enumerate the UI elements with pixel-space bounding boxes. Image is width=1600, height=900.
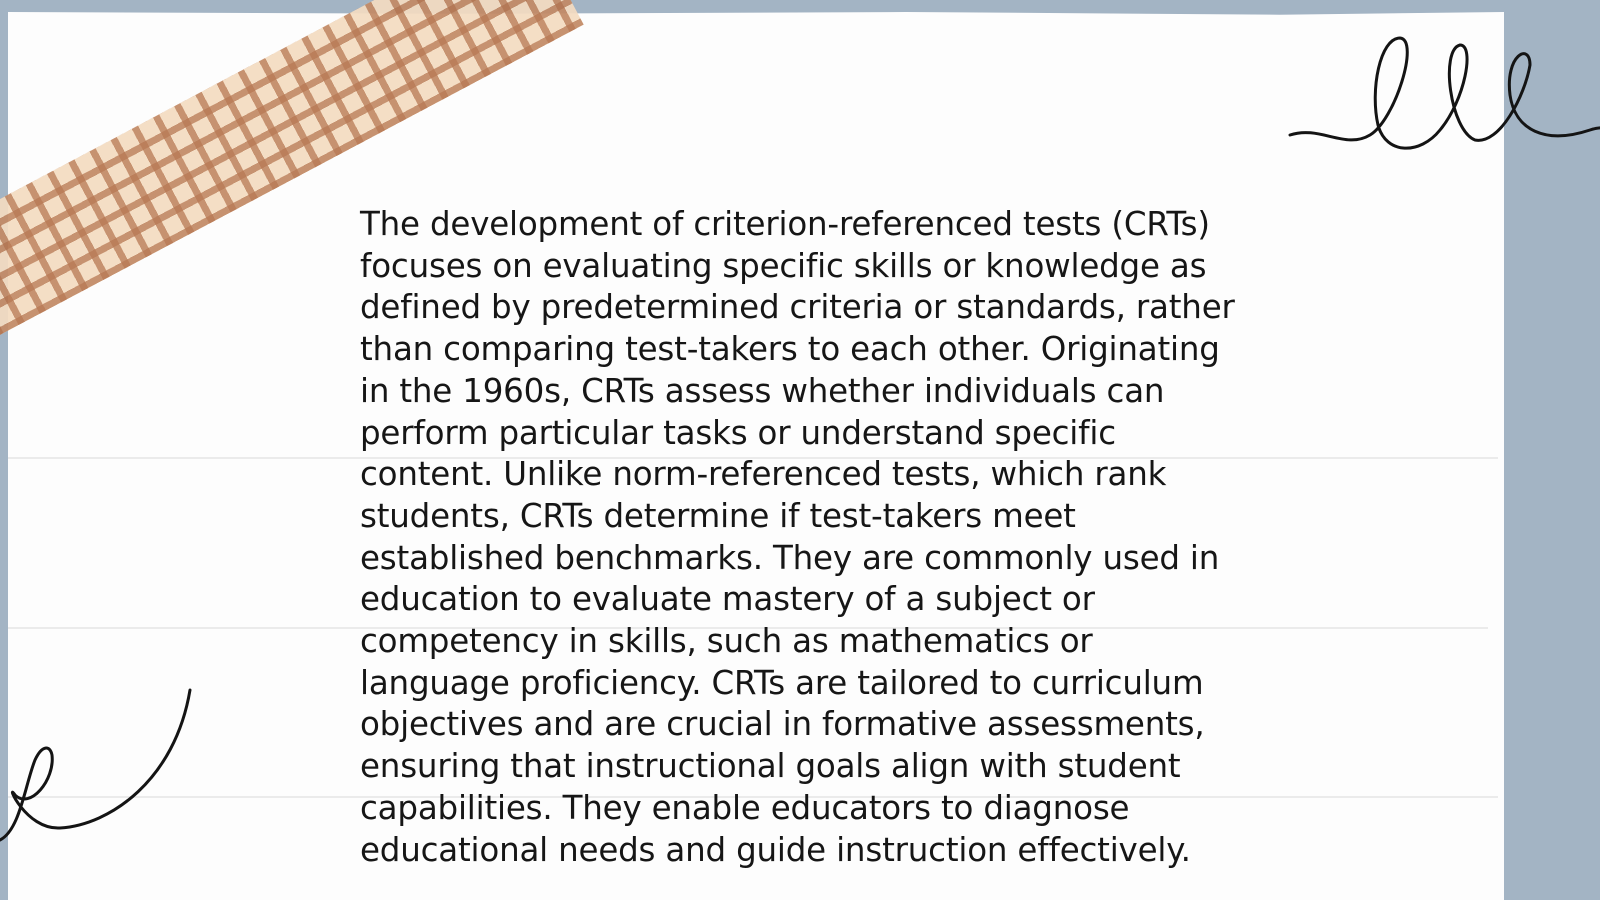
curl-squiggle-icon [0, 690, 200, 850]
body-paragraph: The development of criterion-referenced tests (CRTs) focuses on evaluating specific skills or knowledge as defined by predetermined criteria or standards, rather than comparing test-takers to each other. Originating in the 1960s, CRTs assess whether individuals can perform particular tasks or understand specific content. Unlike norm-referenced tests, which rank students, CRTs determine if test-takers meet established benchmarks. They are commonly used in education to evaluate mastery of a subject or competency in skills, such as mathematics or language proficiency. CRTs are tailored to curriculum objectives and are crucial in formative assessments, ensuring that instructional goals align with student capabilities. They enable educators to diagnose educational needs and guide instruction effectively. [360, 205, 1235, 869]
loop-squiggle-icon [1290, 30, 1600, 170]
